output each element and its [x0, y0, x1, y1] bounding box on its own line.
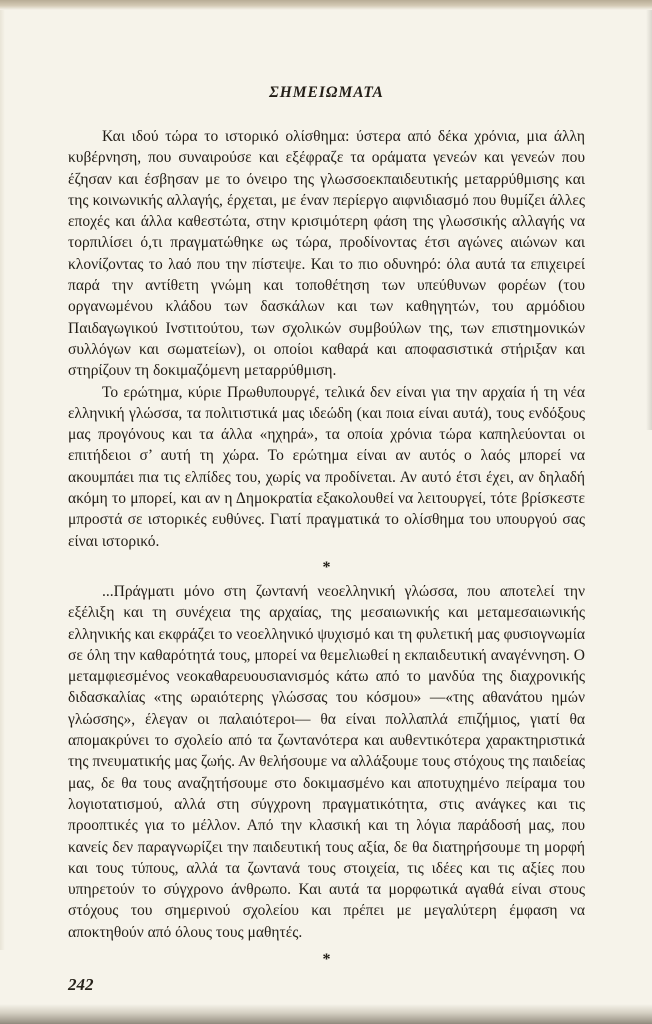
scan-edge-bottom [0, 1004, 652, 1024]
page-number: 242 [68, 974, 94, 994]
scan-edge-left [0, 10, 5, 950]
body-paragraph-3: ...Πράγματι μόνο στη ζωντανή νεοελληνική γλώσσα, που αποτελεί την εξέλιξη και τη συνέχεια της αρχαίας, της μεσαιωνικής και μεταμεσαιωνικής ελληνικής και εκφράζει το νεοελληνικό ψυχισμό και τη φυλετική μας φυσιογνωμία σε όλη την καθαρότητά τους, μπορεί να θεμελιωθεί η εκπαιδευτική αναγέννηση. Ο μεταμφιεσμένος νεοκαθαρευουσιανισμός κάτω από το μανδύα της διαχρονικής διδασκαλίας «της ωραιότερης γλώσσας του κόσμου» —«της αθανάτου ημών γλώσσης», έλεγαν οι παλαιότεροι— θα είναι πολλαπλά επιζήμιος, γιατί θα απομακρύνει το σχολείο από τα ζωντανότερα και αυθεντικότερα χαρακτηριστικά της πνευματικής μας ζωής. Αν θελήσουμε να αλλάξουμε τους στόχους της παιδείας μας, δε θα τους αναζητήσουμε στο δοκιμασμένο και αποτυχημένο πείραμα του λογιοτατισμού, αλλά στη σύγχρονη πραγματικότητα, στις ανάγκες και τις προοπτικές για το μέλλον. Από την κλασική και τη λόγια παράδοσή μας, που κανείς δεν παραγνωρίζει την παιδευτική τους αξία, δε θα διατηρήσουμε τη μορφή και τους τύπους, αλλά τα ζωντανά τους στοιχεία, τις ιδέες και τις αξίες που υπηρετούν το σύγχρονο άνθρωπο. Και αυτά τα μορφωτικά αγαθά είναι στους στόχους του σημερινού σχολείου και πρέπει με μεγαλύτερη έμφαση να αποκτηθούν από όλους τους μαθητές. [68, 582, 585, 941]
scan-edge-top [0, 0, 652, 10]
section-separator-asterisk-1: * [322, 558, 331, 576]
scan-edge-right [646, 10, 652, 430]
body-paragraph-2: Το ερώτημα, κύριε Πρωθυπουργέ, τελικά δεν είναι για την αρχαία ή τη νέα ελληνική γλώσσα, τα πολιτιστικά μας ιδεώδη (και ποια είναι αυτά), τους ενδόξους μας προγόνους και τα άλλα «ηχηρά», τα οποία χρόνια τώρα καπηλεύονται οι επιτήδειοι σ’ αυτή τη χώρα. Το ερώτημα είναι αν αυτός ο λαός μπορεί να ακουμπάει πια τις ελπίδες του, χωρίς να προδίνεται. Αν αυτό έτσι έχει, αν δηλαδή ακόμη το μπορεί, και αν η Δημοκρατία εξακολουθεί να λειτουργεί, τότε βρίσκεστε μπροστά σε ιστορικές ευθύνες. Γιατί πραγματικά το ολίσθημα του υπουργού σας είναι ιστορικό. [68, 383, 585, 550]
page-header-title: ΣΗΜΕΙΩΜΑΤΑ [269, 84, 384, 101]
body-paragraph-1: Και ιδού τώρα το ιστορικό ολίσθημα: ύστερα από δέκα χρόνια, μια άλλη κυβέρνηση, που συναιρούσε και εξέφραζε τα οράματα γενεών και γενεών που έζησαν και έσβησαν με το όνειρο της γλωσσοεκπαιδευτικής μεταρρύθμισης και της κοινωνικής αλλαγής, έρχεται, με έναν περίεργο αιφνιδιασμό που θυμίζει άλλες εποχές και άλλα καθεστώτα, στην κρισιμότερη φάση της γλωσσικής αλλαγής να τορπιλίσει ό,τι πραγματώθηκε ως τώρα, προδίνοντας έτσι αγώνες αιώνων και κλονίζοντας το λαό που την πίστεψε. Και το πιο οδυνηρό: όλα αυτά τα επιχειρεί παρά την αντίθετη γνώμη και τοποθέτηση των υπεύθυνων φορέων (του οργανωμένου κλάδου των δασκάλων και των καθηγητών, του αρμόδιου Παιδαγωγικού Ινστιτούτου, των σχολικών συμβούλων της, των επιστημονικών συλλόγων και σωματείων), οι οποίοι καθαρά και αποφασιστικά στήριξαν και στηρίζουν τη δοκιμαζόμενη μεταρρύθμιση. [68, 128, 585, 380]
section-separator-asterisk-2: * [322, 950, 331, 968]
